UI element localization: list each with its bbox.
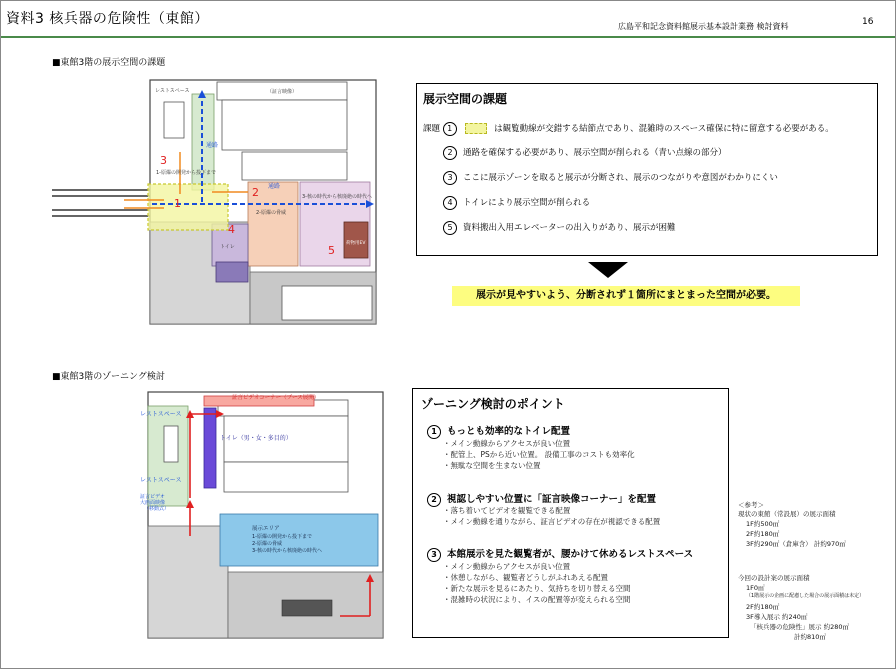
zone3-label: 3-核の時代から核廃絶の時代へ xyxy=(302,194,372,200)
video-label: 証言ビデオ xyxy=(140,494,165,500)
zoning-point-line: ・メイン動線からアクセスが良い位置 xyxy=(443,439,571,448)
reference-line: 1F約500㎡ xyxy=(746,520,780,528)
floor-plan-issues xyxy=(52,72,387,334)
issue-num-5: 5 xyxy=(328,244,335,257)
exhibit-area-1: 1-原爆の開発から投下まで xyxy=(252,534,312,540)
reference-notes xyxy=(738,500,888,660)
section2-label: ■東館3階のゾーニング検討 xyxy=(52,372,165,382)
zoning-point-line: ・落ち着いてビデオを観覧できる配置 xyxy=(443,506,571,515)
issue-number: 4 xyxy=(443,196,457,210)
point-title: 視認しやすい位置に「証言映像コーナー」を配置 xyxy=(447,494,657,505)
reference-line: 計約810㎡ xyxy=(794,633,826,641)
issues-title: 展示空間の課題 xyxy=(423,92,508,106)
document-subtitle: 広島平和記念資料館展示基本設計業務 検討資料 xyxy=(618,22,789,31)
zoning-title: ゾーニング検討のポイント xyxy=(421,397,565,411)
issues-prefix: 課題 xyxy=(423,124,441,134)
zone2-label: 2-原爆の脅威 xyxy=(256,210,286,216)
rest-space-label: レストスペース xyxy=(155,88,190,94)
zoning-point-line: ・混雑時の状況により、イスの配置等が変えられる空間 xyxy=(443,595,631,604)
rest-space-label-1: レストスペース xyxy=(140,411,182,418)
zoning-point-line: ・配管上、PSから近い位置。 設備工事のコストも効率化 xyxy=(443,450,635,459)
issue-item-5 xyxy=(443,221,676,235)
header-divider xyxy=(0,36,896,38)
zoning-point-line: ・新たな展示を見るにあたり、気持ちを切り替える空間 xyxy=(443,584,631,593)
toilet-zoning-label: トイレ（男・女・多目的） xyxy=(220,435,292,442)
point-number: 3 xyxy=(427,548,441,562)
issue-item-1 xyxy=(423,122,834,136)
reference-line: 今回の設計案の展示面積 xyxy=(738,574,810,582)
zoning-point-line: ・メイン動線を通りながら、証言ビデオの存在が視認できる配置 xyxy=(443,517,661,526)
reference-line: ＜参考＞ xyxy=(738,501,764,509)
issue-number: 5 xyxy=(443,221,457,235)
reference-line: （1階展示の企画に配慮した場合の展示面積は未定） xyxy=(746,593,865,599)
issue-item-4 xyxy=(443,196,590,210)
point-title: もっとも効率的なトイレ配置 xyxy=(447,426,571,437)
testimony-corner-label: 証言ビデオコーナー（ブース展開） xyxy=(232,395,320,401)
floor-plan-zoning xyxy=(140,386,388,644)
issue-text: 通路を確保する必要があり、展示空間が削られる（青い点線の部分） xyxy=(463,148,727,158)
zoning-point-1-head xyxy=(427,423,570,439)
issue-number: 2 xyxy=(443,146,457,160)
yellow-area-swatch xyxy=(465,123,487,134)
exhibit-area-title: 展示エリア xyxy=(252,526,280,532)
zoning-point-line: ・メイン動線からアクセスが良い位置 xyxy=(443,562,571,571)
reference-line: 3F導入展示 約240㎡ xyxy=(746,613,808,621)
issue-num-4: 4 xyxy=(228,223,235,236)
point-number: 2 xyxy=(427,493,441,507)
issue-num-3: 3 xyxy=(160,154,167,167)
issue-number: 3 xyxy=(443,171,457,185)
elevator-label: 荷物用EV xyxy=(346,241,366,246)
issue-num-2: 2 xyxy=(252,186,259,199)
conclusion-banner: 展示が見やすいよう、分断されず１箇所にまとまった空間が必要。 xyxy=(452,286,800,306)
reference-line: 「核兵器の危険性」展示 約280㎡ xyxy=(750,623,849,631)
issue-text: ここに展示ゾーンを取ると展示が分断され、展示のつながりや意図がわかりにくい xyxy=(463,173,778,183)
point-title: 本館展示を見た観覧者が、腰かけて休めるレストスペース xyxy=(447,549,694,560)
issue-num-1: 1 xyxy=(174,197,181,210)
page-number: 16 xyxy=(862,17,874,27)
reference-line: 3F約290㎡（倉庫含） 計約970㎡ xyxy=(746,540,846,548)
zoning-point-line: ・無駄な空間を生まない位置 xyxy=(443,461,541,470)
issues-box xyxy=(416,83,878,256)
exhibit-area-3: 3-核の時代から核廃絶の時代へ xyxy=(252,548,322,554)
reference-line: 2F約180㎡ xyxy=(746,530,780,538)
issue-item-2 xyxy=(443,146,727,160)
issue-item-3 xyxy=(443,171,778,185)
testimony-label: （証言映像） xyxy=(267,89,298,95)
zoning-box xyxy=(412,388,729,638)
down-arrow-icon xyxy=(588,262,628,278)
reference-line: 現状の東館（常設展）の展示面積 xyxy=(738,510,836,518)
issue-text: 資料搬出入用エレベーターの出入りがあり、展示が困難 xyxy=(463,223,676,233)
issue-text: トイレにより展示空間が削られる xyxy=(463,198,591,208)
big-screen-label: 大画面映像 xyxy=(140,500,166,506)
reference-line: 1F0㎡ xyxy=(746,584,765,592)
section1-label: ■東館3階の展示空間の課題 xyxy=(52,58,166,68)
mobile-label: （移動式） xyxy=(144,506,170,512)
path-label-2: 通路 xyxy=(268,183,281,190)
issue-text: は観覧動線が交錯する結節点であり、混雑時のスペース確保に特に留意する必要がある。 xyxy=(494,124,834,134)
exhibit-area-2: 2-原爆の脅威 xyxy=(252,541,282,547)
path-label-1: 通路 xyxy=(206,142,219,149)
page-title: 資料3 核兵器の危険性（東館） xyxy=(6,11,209,27)
zone1-label: 1-原爆の開発から投下まで xyxy=(156,170,216,176)
point-number: 1 xyxy=(427,425,441,439)
zoning-point-line: ・休憩しながら、観覧者どうしがふれあえる配置 xyxy=(443,573,608,582)
issue-number: 1 xyxy=(443,122,457,136)
reference-line: 2F約180㎡ xyxy=(746,603,780,611)
rest-space-label-2: レストスペース xyxy=(140,477,182,484)
zoning-point-3-head xyxy=(427,546,693,562)
toilet-label: トイレ xyxy=(220,244,235,250)
